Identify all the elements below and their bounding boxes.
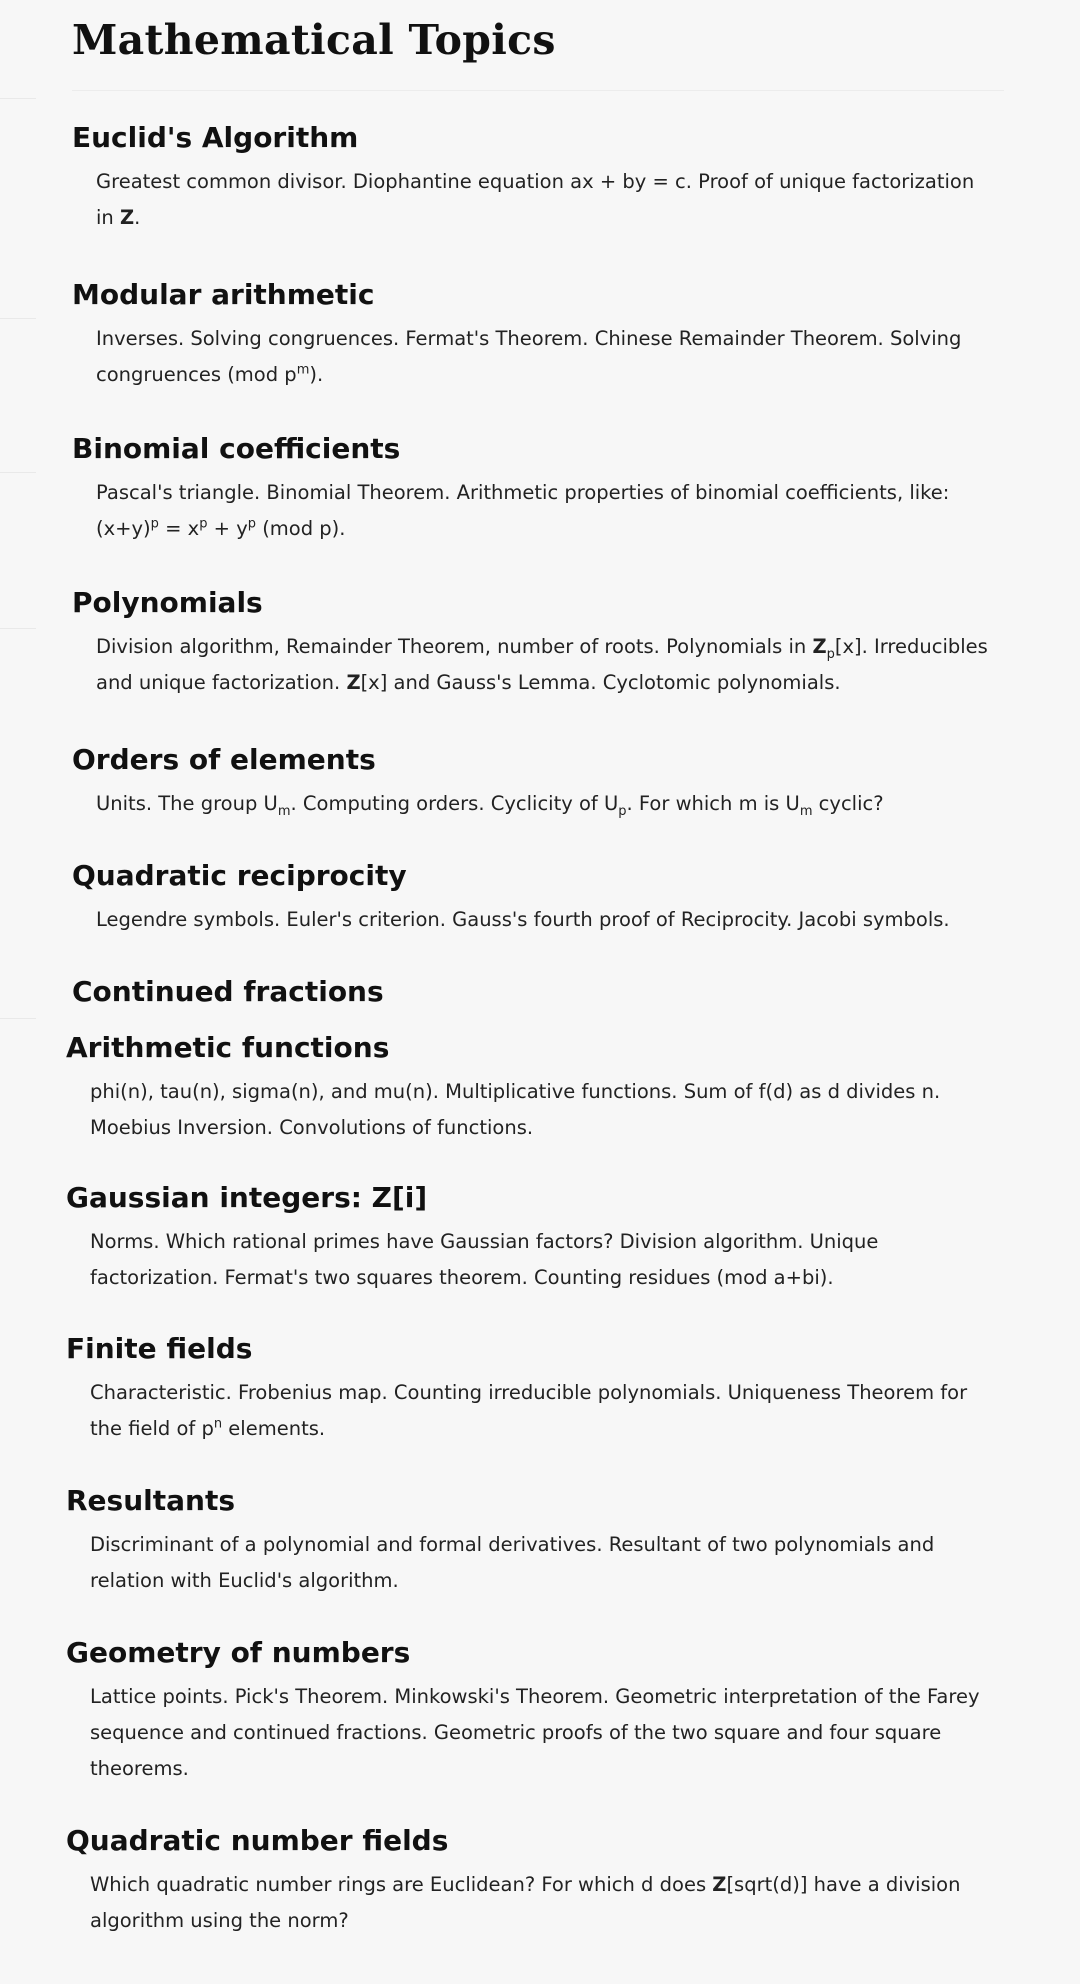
topic-heading: Euclid's Algorithm bbox=[72, 121, 359, 154]
subscript: p bbox=[826, 646, 835, 662]
topic-heading: Geometry of numbers bbox=[66, 1636, 411, 1669]
topic-heading: Modular arithmetic bbox=[72, 278, 375, 311]
description-text: Characteristic. Frobenius map. Counting irreducible polynomials. Uniqueness Theorem for the field of p bbox=[90, 1381, 968, 1440]
topic-polynomials bbox=[72, 585, 992, 701]
description-text: . For which m is U bbox=[626, 792, 800, 815]
bold-symbol: Z bbox=[712, 1873, 727, 1896]
superscript: p bbox=[150, 516, 159, 532]
topic-description bbox=[96, 629, 992, 701]
topic-heading: Arithmetic functions bbox=[66, 1031, 390, 1064]
superscript: m bbox=[296, 362, 310, 378]
topic-heading: Quadratic number fields bbox=[66, 1824, 449, 1857]
superscript: p bbox=[199, 516, 208, 532]
edge-divider bbox=[0, 98, 36, 99]
topic-description bbox=[96, 321, 992, 393]
page-title: Mathematical Topics bbox=[72, 16, 556, 64]
description-text: Legendre symbols. Euler's criterion. Gauss's fourth proof of Reciprocity. Jacobi symbols. bbox=[96, 908, 950, 931]
description-text: Division algorithm, Remainder Theorem, number of roots. Polynomials in bbox=[96, 635, 813, 658]
topic-heading: Polynomials bbox=[72, 586, 263, 619]
topic-heading: Resultants bbox=[66, 1484, 236, 1517]
bold-symbol: Z bbox=[812, 635, 827, 658]
subscript: p bbox=[618, 803, 627, 819]
edge-divider bbox=[0, 318, 36, 319]
topic-description bbox=[90, 1074, 986, 1146]
description-text: (mod p). bbox=[256, 517, 346, 540]
description-text: ). bbox=[309, 363, 324, 386]
topic-description bbox=[90, 1867, 986, 1939]
topic-continued-fractions bbox=[72, 974, 992, 1010]
topic-binomial-coefficients bbox=[72, 431, 992, 547]
topic-description bbox=[96, 902, 992, 938]
description-text: [sqrt(d)] have a division algorithm using the norm? bbox=[90, 1873, 961, 1932]
topic-euclid-s-algorithm bbox=[72, 120, 992, 236]
description-text: elements. bbox=[222, 1417, 326, 1440]
title-divider bbox=[72, 90, 1004, 91]
description-text: Pascal's triangle. Binomial Theorem. Arithmetic properties of binomial coefficients, like: (x+y) bbox=[96, 481, 950, 540]
topic-quadratic-number-fields bbox=[66, 1823, 986, 1939]
topic-gaussian-integers-z-i bbox=[66, 1180, 986, 1296]
superscript: p bbox=[247, 516, 256, 532]
topic-modular-arithmetic bbox=[72, 277, 992, 393]
bold-symbol: Z bbox=[119, 206, 135, 229]
topic-heading: Orders of elements bbox=[72, 743, 376, 776]
description-text: [x] and Gauss's Lemma. Cyclotomic polynomials. bbox=[360, 671, 841, 694]
edge-divider bbox=[0, 628, 36, 629]
description-text: . bbox=[134, 206, 141, 229]
topic-geometry-of-numbers bbox=[66, 1635, 986, 1787]
description-text: Norms. Which rational primes have Gaussian factors? Division algorithm. Unique factorization. Fermat's two squares theorem. Counting residues (mod a+bi). bbox=[90, 1230, 879, 1289]
topic-heading: Gaussian integers: Z[i] bbox=[66, 1181, 428, 1214]
topic-heading: Binomial coefficients bbox=[72, 432, 401, 465]
topic-orders-of-elements bbox=[72, 742, 992, 822]
description-text: Units. The group U bbox=[96, 792, 278, 815]
edge-divider bbox=[0, 472, 36, 473]
description-text: = x bbox=[158, 517, 200, 540]
subscript: m bbox=[277, 803, 291, 819]
topic-heading: Finite fields bbox=[66, 1332, 253, 1365]
description-text: Inverses. Solving congruences. Fermat's Theorem. Chinese Remainder Theorem. Solving congruences (mod p bbox=[96, 327, 962, 386]
description-text: phi(n), tau(n), sigma(n), and mu(n). Multiplicative functions. Sum of f(d) as d divides n. Moebius Inversion. Convolutions of functions. bbox=[90, 1080, 941, 1139]
superscript: n bbox=[213, 1416, 223, 1432]
description-text: cyclic? bbox=[812, 792, 884, 815]
bold-symbol: Z bbox=[346, 671, 361, 694]
topic-description bbox=[90, 1375, 986, 1447]
topic-quadratic-reciprocity bbox=[72, 858, 992, 938]
edge-divider bbox=[0, 1018, 36, 1019]
topic-description bbox=[96, 475, 992, 547]
topic-resultants bbox=[66, 1483, 986, 1599]
description-text: Greatest common divisor. Diophantine equation ax + by = c. Proof of unique factorization in bbox=[96, 170, 975, 229]
topic-finite-fields bbox=[66, 1331, 986, 1447]
description-text: . Computing orders. Cyclicity of U bbox=[290, 792, 619, 815]
topic-heading: Continued fractions bbox=[72, 975, 384, 1008]
description-text: Lattice points. Pick's Theorem. Minkowski's Theorem. Geometric interpretation of the Farey sequence and continued fractions. Geometric proofs of the two square and four square theorems. bbox=[90, 1685, 980, 1780]
description-text: [x]. Irreducibles and unique factorization. bbox=[96, 635, 988, 694]
description-text: Which quadratic number rings are Euclidean? For which d does bbox=[90, 1873, 713, 1896]
description-text: + y bbox=[207, 517, 248, 540]
subscript: m bbox=[799, 803, 813, 819]
topic-description bbox=[96, 786, 992, 822]
topic-heading: Quadratic reciprocity bbox=[72, 859, 407, 892]
topic-description bbox=[96, 164, 992, 236]
topic-description bbox=[90, 1679, 986, 1787]
description-text: Discriminant of a polynomial and formal derivatives. Resultant of two polynomials and relation with Euclid's algorithm. bbox=[90, 1533, 935, 1592]
topic-description bbox=[90, 1224, 986, 1296]
topic-arithmetic-functions bbox=[66, 1030, 986, 1146]
topic-description bbox=[90, 1527, 986, 1599]
